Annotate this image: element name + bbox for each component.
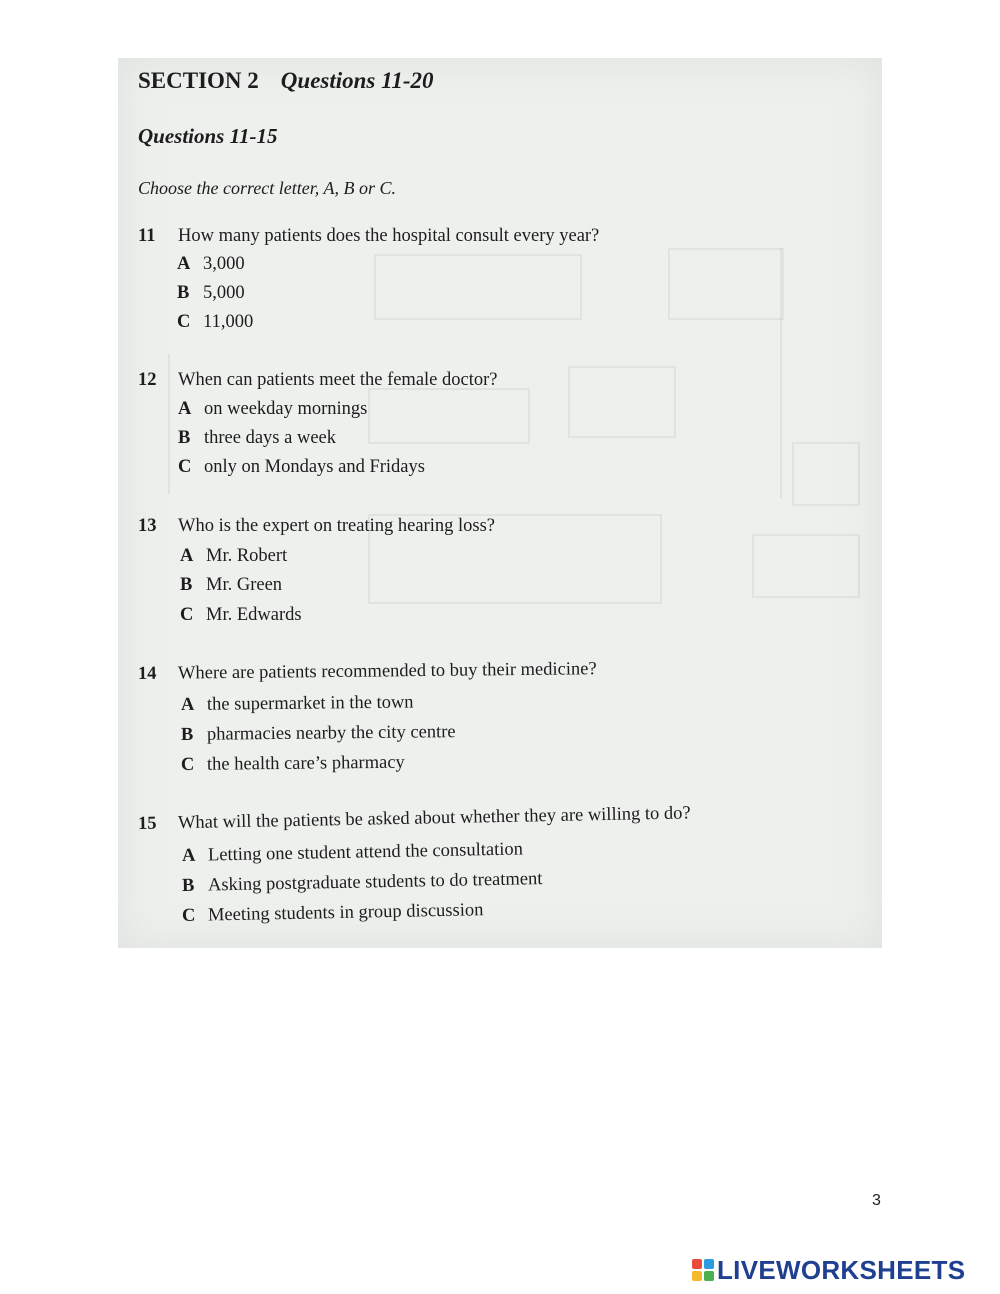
question-text: Who is the expert on treating hearing loss? [178, 516, 495, 536]
option-14-b[interactable] [181, 722, 456, 746]
option-letter: C [178, 457, 192, 477]
option-text: Letting one student attend the consultation [207, 839, 524, 866]
sub-heading: Questions 11-15 [138, 124, 278, 148]
option-letter: C [181, 905, 196, 926]
option-12-c[interactable] [178, 457, 425, 478]
question-number: 14 [137, 663, 157, 684]
option-text: on weekday mornings [204, 399, 368, 419]
option-letter: A [181, 845, 196, 866]
option-letter: C [180, 605, 194, 625]
question-11 [138, 226, 599, 247]
option-15-c[interactable] [182, 900, 484, 927]
liveworksheets-brand[interactable] [692, 1256, 965, 1284]
option-11-c[interactable] [177, 312, 253, 333]
question-13 [138, 516, 495, 537]
option-text: 3,000 [203, 254, 245, 274]
option-12-b[interactable] [178, 428, 336, 449]
option-11-a[interactable] [177, 254, 245, 275]
section-heading [138, 68, 434, 94]
option-text: Mr. Green [206, 575, 283, 595]
option-letter: A [180, 694, 195, 715]
option-13-a[interactable] [180, 546, 287, 567]
option-letter: A [177, 254, 191, 274]
option-14-a[interactable] [181, 693, 414, 716]
section-label: SECTION 2 [138, 68, 259, 93]
option-letter: C [180, 754, 195, 775]
question-text: Where are patients recommended to buy their medicine? [177, 659, 597, 684]
logo-tile [704, 1259, 714, 1269]
option-text: 11,000 [203, 312, 254, 332]
option-text: the supermarket in the town [206, 692, 414, 715]
option-text: Mr. Robert [206, 546, 288, 566]
question-12 [138, 370, 498, 391]
option-15-b[interactable] [182, 869, 543, 897]
worksheet-photo [118, 58, 882, 948]
question-14 [138, 659, 597, 685]
option-letter: B [180, 575, 193, 595]
option-text: Meeting students in group discussion [207, 900, 484, 926]
option-letter: A [180, 546, 194, 566]
option-letter: B [181, 875, 195, 896]
option-13-c[interactable] [180, 605, 302, 626]
option-12-a[interactable] [178, 399, 367, 420]
option-text: 5,000 [203, 283, 245, 303]
option-text: three days a week [204, 428, 337, 448]
question-number: 11 [138, 226, 156, 246]
option-14-c[interactable] [181, 753, 405, 776]
worksheet-content [118, 58, 882, 948]
question-text: How many patients does the hospital consult every year? [178, 226, 600, 246]
option-text: Mr. Edwards [206, 605, 302, 625]
section-range: Questions 11-20 [280, 68, 434, 93]
question-text: When can patients meet the female doctor? [178, 370, 498, 390]
option-15-a[interactable] [182, 839, 523, 867]
logo-tile [692, 1271, 702, 1281]
option-letter: B [178, 428, 191, 448]
liveworksheets-logo-icon [692, 1259, 714, 1281]
option-13-b[interactable] [180, 575, 282, 596]
option-letter: B [180, 724, 194, 745]
option-letter: B [177, 283, 190, 303]
option-text: pharmacies nearby the city centre [206, 722, 456, 745]
logo-tile [704, 1271, 714, 1281]
instruction-text: Choose the correct letter, A, B or C. [138, 178, 396, 198]
logo-tile [692, 1259, 702, 1269]
option-letter: A [178, 399, 192, 419]
option-text: the health care’s pharmacy [206, 752, 405, 775]
question-number: 15 [137, 813, 157, 834]
option-text: Asking postgraduate students to do treatment [207, 869, 543, 896]
option-letter: C [177, 312, 191, 332]
question-15 [138, 803, 691, 835]
page-number: 3 [872, 1192, 881, 1209]
option-text: only on Mondays and Fridays [204, 457, 425, 477]
brand-text: LIVEWORKSHEETS [717, 1254, 966, 1285]
question-text: What will the patients be asked about whether they are willing to do? [177, 803, 691, 834]
question-number: 13 [138, 516, 157, 536]
question-number: 12 [138, 370, 157, 390]
option-11-b[interactable] [177, 283, 245, 304]
